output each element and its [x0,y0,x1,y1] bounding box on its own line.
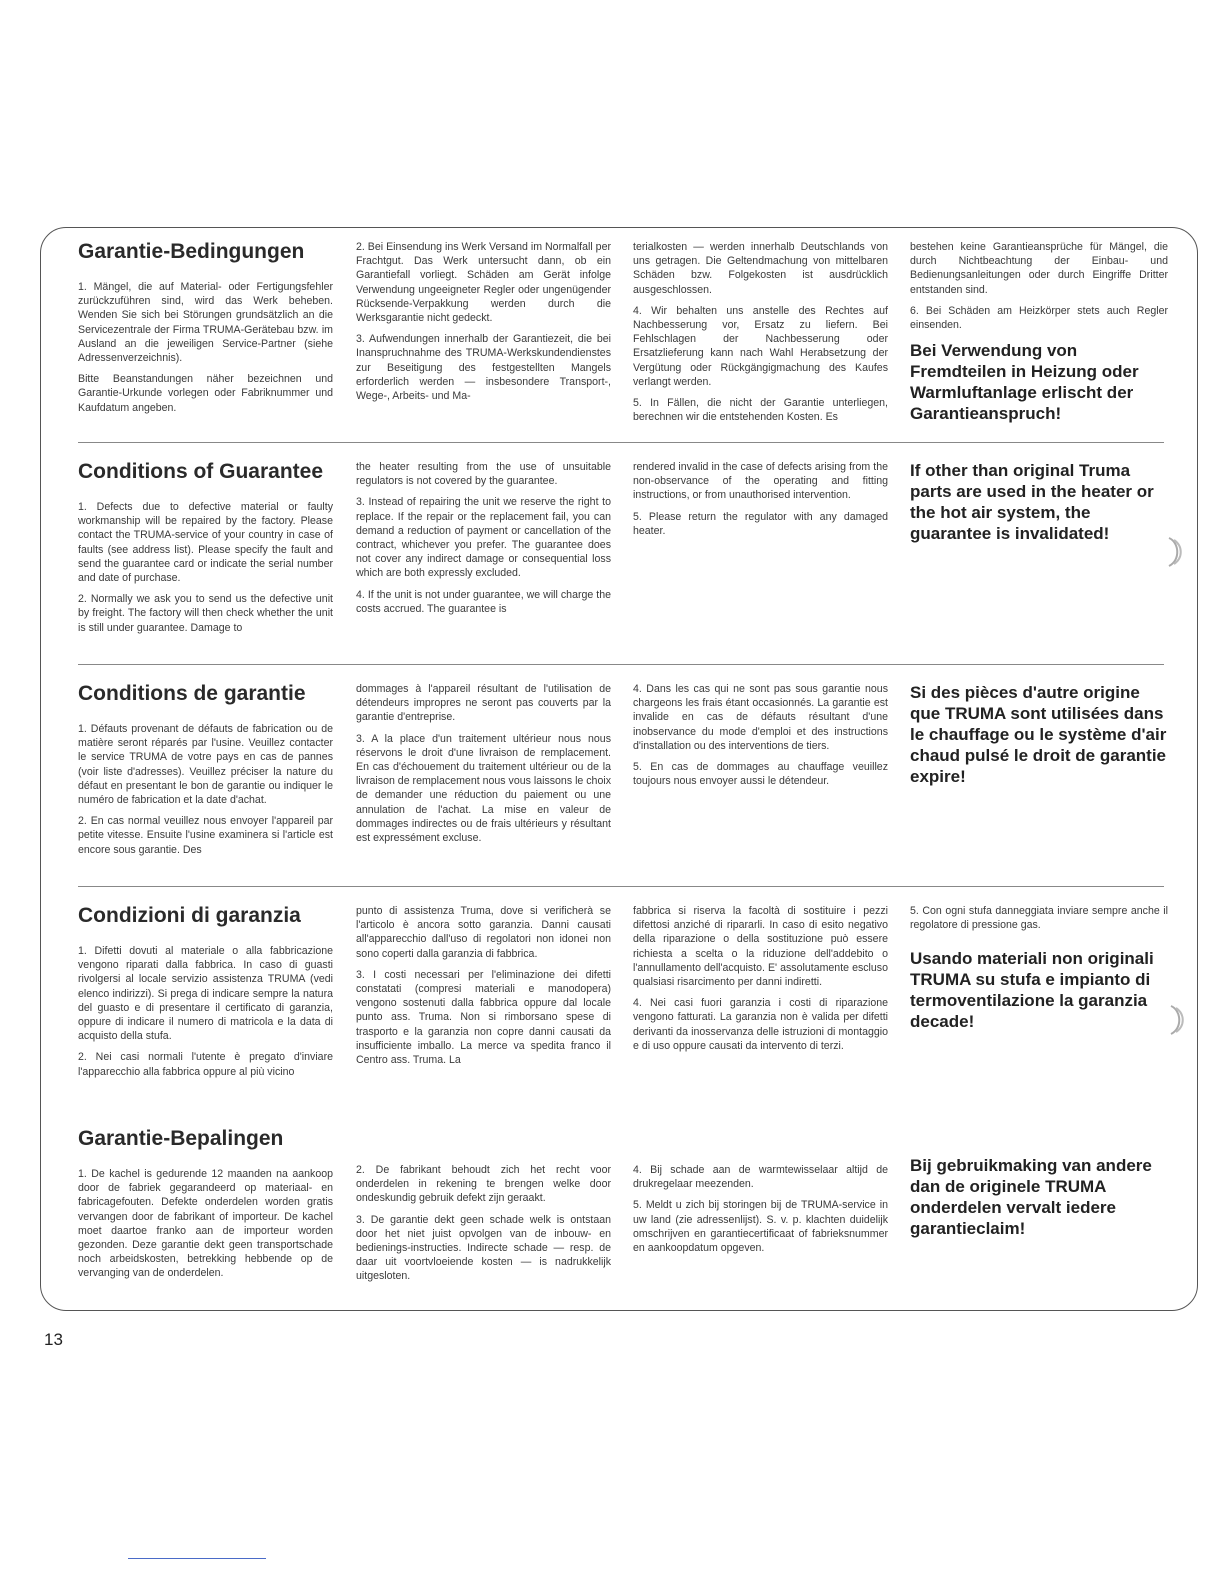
footer-rule [128,1558,266,1559]
paragraph: 2. Bei Einsendung ins Werk Versand im Normalfall per Frachtgut. Das Werk untersucht dann, ob ein Garantiefall vorliegt. Schäden am Gerät infolge Verwendung ungeeigneter Regler oder ungenügender Rücksende-Verpakkung werden durch die Werksgarantie nicht gedeckt. [356,241,611,325]
column-3 [633,682,888,795]
column-4 [910,460,1168,544]
paragraph: 5. Please return the regulator with any damaged heater. [633,510,888,537]
paragraph: fabbrica si riserva la facoltà di sostituire i pezzi difettosi anziché di ripararli. In caso di esito negativo della riparazione o della sostituzione può essere richiesta a scelta o la riduzione dell'addebito o l'annullamento dell'acquisto. E' assolutamente escluso qualsiasi risarcimento per danni indiretti. [633,905,888,989]
column-4 [910,682,1168,787]
column-1 [78,240,333,422]
column-2 [356,904,611,1074]
paragraph: 5. In Fällen, die nicht der Garantie unterliegen, berechnen wir die entstehenden Kosten. Es [633,397,888,424]
column-4 [910,240,1168,424]
paragraph: 6. Bei Schäden am Heizkörper stets auch Regler einsenden. [910,304,1168,332]
column-3 [633,240,888,431]
paragraph: 2. Normally we ask you to send us the defective unit by freight. The factory will then check whether the unit is still under guarantee. Damage to [78,593,333,634]
column-4 [910,904,1168,1032]
paragraph: 4. If the unit is not under guarantee, we will charge the costs accrued. The guarantee is [356,588,611,615]
column-3 [633,460,888,545]
paragraph: punto di assistenza Truma, dove si verificherà se l'articolo è ancora sotto garanzia. Danni causati all'apparecchio dall'uso di regolatori non idonei non sono coperti dalla garanzia di fabbrica. [356,905,611,960]
section-heading: Conditions of Guarantee [78,460,324,483]
column-2 [356,682,611,852]
paragraph: 1. Difetti dovuti al materiale o alla fabbricazione vengono riparati dalla fabbrica. In caso di guasti rivolgersi al locale servizio assistenza TRUMA (vedi elenco indirizzi). Si prega di indicare sempre la natura del guasto e di presentare il certificato di garanzia, oppure di indicare il numero di matricola e la data di acquisto della stufa. [78,945,333,1043]
section-heading: Garantie-Bepalingen [78,1127,284,1150]
paragraph: 2. Nei casi normali l'utente è pregato d'inviare l'apparecchio alla fabbrica oppure al più vicino [78,1051,333,1078]
section-heading: Garantie-Bedingungen [78,240,305,263]
paragraph: 1. Défauts provenant de défauts de fabrication ou de matière seront réparés par l'usine. Veuillez contacter le service TRUMA de votre pays en cas de pannes (voir liste d'adresses). Veuillez préciser la nature du défaut en presentant le bon de garantie ou indiquer le numéro de fabrication et la date d'achat. [78,723,333,807]
warranty-notice: Si des pièces d'autre origine que TRUMA sont utilisées dans le chauffage ou le système d'air chaud pulsé le droit de garantie expire! [910,683,1167,786]
paragraph: 4. Nei casi fuori garanzia i costi di riparazione vengono fatturati. La garanzia non è valida per difetti derivanti da inosservanza delle istruzioni di montaggio e di uso oppure causati da intervento di terzi. [633,997,888,1052]
column-1 [78,904,333,1086]
column-1 [78,682,333,864]
warranty-notice: If other than original Truma parts are used in the heater or the hot air system, the guarantee is invalidated! [910,461,1154,543]
section-divider [78,664,1164,665]
paragraph: the heater resulting from the use of unsuitable regulators is not covered by the guarantee. [356,461,611,488]
section-divider [78,886,1164,887]
paragraph: bestehen keine Garantieansprüche für Mängel, die durch Nichtbeachtung der Einbau- und Bedienungsanleitungen oder durch Eingriffe Dritter entstanden sind. [910,241,1168,296]
paragraph: 3. Instead of repairing the unit we reserve the right to replace. If the repair or the replacement fail, you can demand a reduction of payment or cancellation of the contract, whichever you prefer. The guarantee does not cover any indirect damage or consequential loss which are both expressly excluded. [356,496,611,580]
paragraph: 5. En cas de dommages au chauffage veuillez toujours nous envoyer aussi le détendeur. [633,761,888,788]
column-2 [356,460,611,623]
paragraph: 4. Wir behalten uns anstelle des Rechtes auf Nachbesserung vor, Ersatz zu liefern. Bei Fehlschlagen der Nachbesserung oder Ersatzlieferung kann nach Wahl Herabsetzung der Vergütung oder Rückgängigmachung des Kaufes verlangt werden. [633,304,888,388]
paragraph: Bitte Beanstandungen näher bezeichnen und Garantie-Urkunde vorlegen oder Fabriknummer und Kaufdatum angeben. [78,373,333,414]
column-4 [910,1155,1168,1239]
paragraph: 3. I costi necessari per l'eliminazione dei difetti constatati (compresi materiali e manodopera) vengono sostenuti dalla fabbrica oppure dal locale punto ass. Truma. Non si rimborsano spese di trasporto e la garanzia non copre danni causati da insufficiente imballo. La merce va spedita franco il Centro ass. Truma. La [356,968,611,1067]
paragraph: 4. Dans les cas qui ne sont pas sous garantie nous chargeons les frais étant occasionnés. La garantie est invalide en cas de défauts résultant d'une inobservance du mode d'emploi et des instructions d'installation ou des interventions de tiers. [633,683,888,752]
column-2 [356,1163,611,1291]
warranty-notice: Bij gebruikmaking van andere dan de originele TRUMA onderdelen vervalt iedere garantieclaim! [910,1156,1152,1238]
paragraph: 5. Con ogni stufa danneggiata inviare sempre anche il regolatore di pressione gas. [910,905,1168,932]
paragraph: 4. Bij schade aan de warmtewisselaar altijd de drukregelaar meezenden. [633,1164,888,1191]
swirl-icon [1165,1002,1191,1038]
paragraph: 1. De kachel is gedurende 12 maanden na aankoop door de fabriek gegarandeerd op materiaal- en fabricagefouten. Defekte onderdelen worden gratis vervangen door de fabrikant of importeur. De kachel moet daartoe franko aan de importeur worden gezonden. Deze garantie dekt geen transportschade noch arbeidskosten, betrekking hebbende op de vervanging van de onderdelen. [78,1168,333,1280]
swirl-icon [1163,534,1189,570]
column-3 [633,904,888,1060]
paragraph: rendered invalid in the case of defects arising from the non-observance of the operating and fitting instructions, or from unauthorised intervention. [633,461,888,502]
paragraph: 1. Mängel, die auf Material- oder Fertigungsfehler zurückzuführen sind, wird das Werk beheben. Wenden Sie sich bei Störungen grundsätzlich an die Servicezentrale der Firma TRUMA-Gerätebau bzw. im Ausland an die jeweiligen Service-Partner (siehe Adressenverzeichnis). [78,281,333,365]
column-1 [78,460,333,642]
section-divider [78,442,1164,443]
column-2 [356,240,611,410]
paragraph: dommages à l'appareil résultant de l'utilisation de détendeurs impropres ne seront pas couverts par la garantie d'entreprise. [356,683,611,724]
paragraph: 3. De garantie dekt geen schade welk is ontstaan door het niet juist opvolgen van de inbouw- en bedienings-instructies. Indirecte schade — resp. de daar uit voortvloeiende kosten — is nadrukkelijk uitgesloten. [356,1213,611,1283]
warranty-notice: Bei Verwendung von Fremdteilen in Heizung oder Warmluftanlage erlischt der Garantieanspruch! [910,341,1139,424]
column-3 [633,1163,888,1262]
warranty-notice: Usando materiali non originali TRUMA su stufa e impianto di termoventilazione la garanzia decade! [910,949,1154,1032]
paragraph: 2. En cas normal veuillez nous envoyer l'appareil par petite vitesse. Ensuite l'usine examinera si l'article est encore sous garantie. Des [78,815,333,856]
paragraph: 3. Aufwendungen innerhalb der Garantiezeit, die bei Inanspruchnahme des TRUMA-Werkskundendienstes zur Beseitigung des festgestellten Mangels erforderlich werden — insbesondere Transport-, Wege-, Arbeits- und Ma- [356,333,611,403]
column-1 [78,1127,333,1288]
section-heading: Conditions de garantie [78,682,306,705]
paragraph: 1. Defects due to defective material or faulty workmanship will be repaired by the factory. Please contact the TRUMA-service of your country in case of faults (see address list). Please specify the fault and send the guarantee card or indicate the serial number and date of purchase. [78,501,333,585]
paragraph: terialkosten — werden innerhalb Deutschlands von uns getragen. Die Geltendmachung von mittelbaren Schäden bzw. Folgekosten ist ausdrücklich ausgeschlossen. [633,241,888,296]
paragraph: 3. A la place d'un traitement ultérieur nous nous réservons le droit d'une livraison de remplacement. En cas d'échouement du traitement ultérieur ou de la livraison de remplacement nous vous laissons le choix de demander une réduction du paiement ou une annulation de l'achat. La mise en valeur de dommages indirectes ou de frais ultérieurs y résultant est expressément excluse. [356,732,611,845]
paragraph: 5. Meldt u zich bij storingen bij de TRUMA-service in uw land (zie adressenlijst). S. v. p. klachten duidelijk omschrijven en garantiecertificaat of fabrieksnummer en aankoopdatum opgeven. [633,1199,888,1255]
section-heading: Condizioni di garanzia [78,904,301,927]
page-number: 13 [44,1330,63,1349]
paragraph: 2. De fabrikant behoudt zich het recht voor onderdelen in rekening te brengen welke door ondeskundig gebruik defekt zijn geraakt. [356,1164,611,1205]
